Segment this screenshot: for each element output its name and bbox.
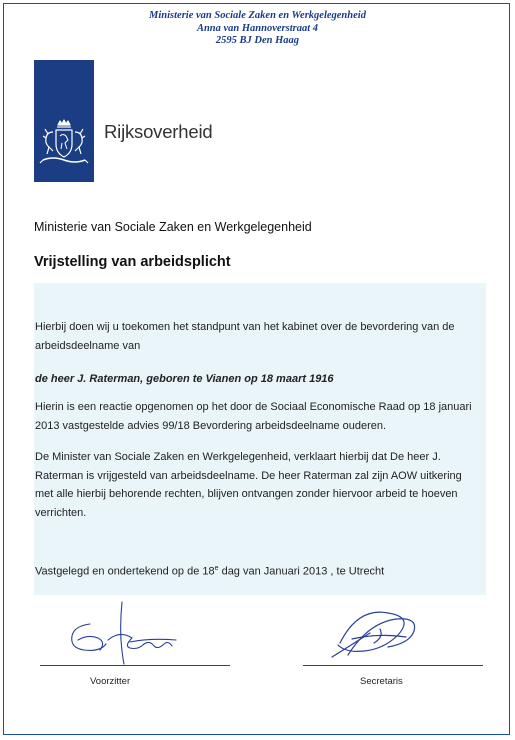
chairman-label: Voorzitter [90,676,131,687]
address-line-street: Anna van Hannoverstraat 4 [196,22,319,34]
secretary-signature-line [303,665,483,666]
secretary-label: Secretaris [360,676,403,687]
closing-prefix: Vastgelegd en ondertekend op de 18 [35,565,215,578]
ministry-name: Ministerie van Sociale Zaken en Werkgelegenheid [34,220,312,234]
letterhead-address [0,10,515,48]
royal-coat-of-arms-icon [37,118,91,170]
recipient-line: de heer J. Raterman, geboren te Vianen op 18 maart 1916 [35,373,334,385]
address-line-ministry: Ministerie van Sociale Zaken en Werkgelegenheid [149,10,366,21]
paragraph-reaction: Hierin is een reactie opgenomen op het door de Sociaal Economische Raad op 18 januari 2013 vastgestelde advies 99/18 Bevordering arbeidsdeelname ouderen. [35,401,472,432]
chairman-signature-line [40,665,230,666]
rijksoverheid-wordmark: Rijksoverheid [104,121,213,142]
address-line-city: 2595 BJ Den Haag [215,35,300,46]
secretary-signature [318,603,428,663]
closing-superscript: e [214,565,219,572]
document-title: Vrijstelling van arbeidsplicht [34,254,231,270]
paragraph-declaration: De Minister van Sociale Zaken en Werkgelegenheid, verklaart hierbij dat De heer J. Raterman is vrijgesteld van arbeidsdeelname. De heer Raterman zal zijn AOW uitkering met alle hierbij behorende rechten, blijven ontvangen zonder hiervoor arbeid te hoeven verrichten. [35,451,462,519]
closing-suffix: dag van Januari 2013 , te Utrecht [218,565,385,578]
rijksoverheid-logo-block [34,60,94,182]
closing-line [35,565,384,578]
chairman-signature [60,600,180,666]
paragraph-intro: Hierbij doen wij u toekomen het standpunt van het kabinet over de bevordering van de arbeidsdeelname van [35,321,455,352]
